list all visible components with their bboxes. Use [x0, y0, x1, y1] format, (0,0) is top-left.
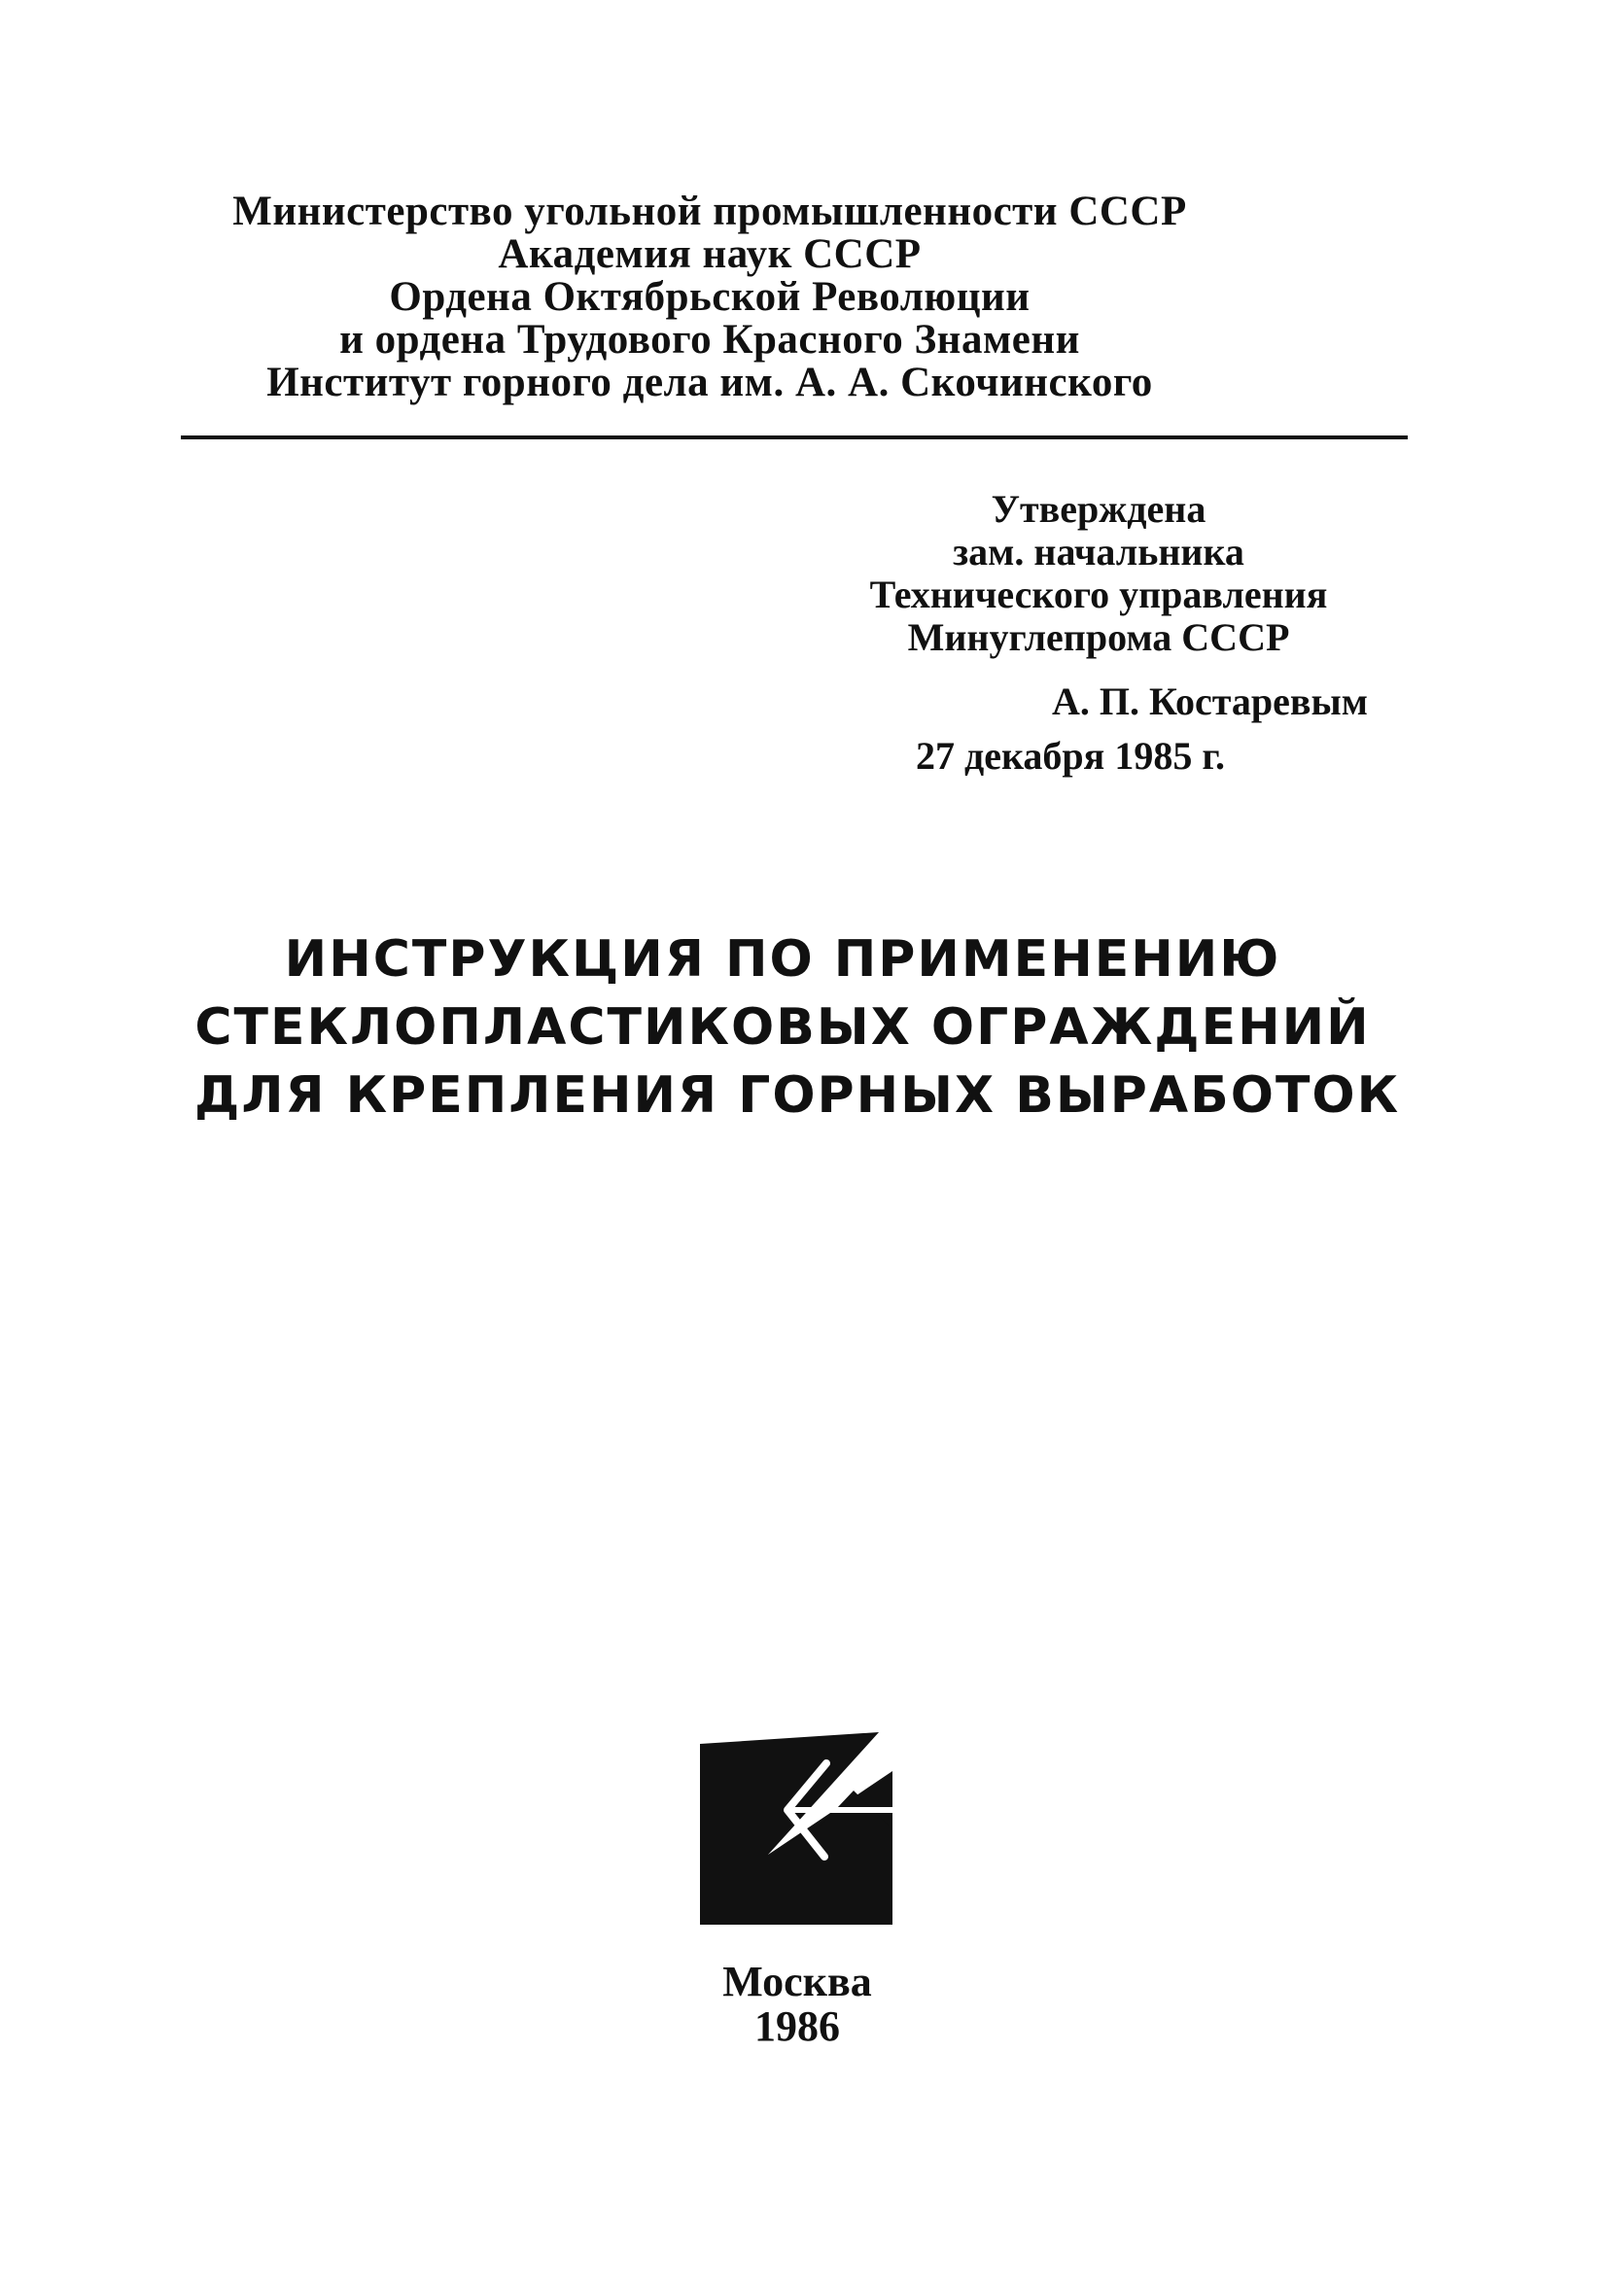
logo-mark	[700, 1732, 892, 1925]
document-title	[194, 925, 1401, 1130]
approval-position: зам. начальника	[953, 530, 1244, 574]
approval-signer: А. П. Костаревым	[1052, 679, 1368, 723]
header-line-institute: Институт горного дела им. А. А. Скочинского	[266, 360, 1153, 405]
header-line-academy: Академия наук СССР	[498, 231, 922, 277]
approval-date: 27 декабря 1985 г.	[916, 734, 1225, 778]
header-divider	[181, 435, 1408, 439]
approval-department: Технического управления	[869, 573, 1328, 616]
approval-block	[836, 487, 1368, 778]
header-line-ministry: Министерство угольной промышленности СССР	[232, 189, 1187, 234]
approval-ministry: Минуглепрома СССР	[907, 615, 1290, 659]
imprint	[681, 1960, 914, 2049]
title-line-2: СТЕКЛОПЛАСТИКОВЫХ ОГРАЖДЕНИЙ	[194, 998, 1371, 1057]
imprint-city: Москва	[722, 1958, 872, 2005]
imprint-year: 1986	[754, 2002, 840, 2050]
title-line-1: ИНСТРУКЦИЯ ПО ПРИМЕНЕНИЮ	[284, 930, 1281, 989]
approval-status: Утверждена	[991, 487, 1206, 531]
publisher-logo	[698, 1732, 892, 1927]
title-line-3: ДЛЯ КРЕПЛЕНИЯ ГОРНЫХ ВЫРАБОТОК	[194, 1066, 1401, 1125]
header-line-order-revolution: Ордена Октябрьской Революции	[389, 274, 1031, 320]
issuing-organizations	[185, 191, 1235, 404]
header-line-order-banner: и ордена Трудового Красного Знамени	[339, 317, 1080, 363]
